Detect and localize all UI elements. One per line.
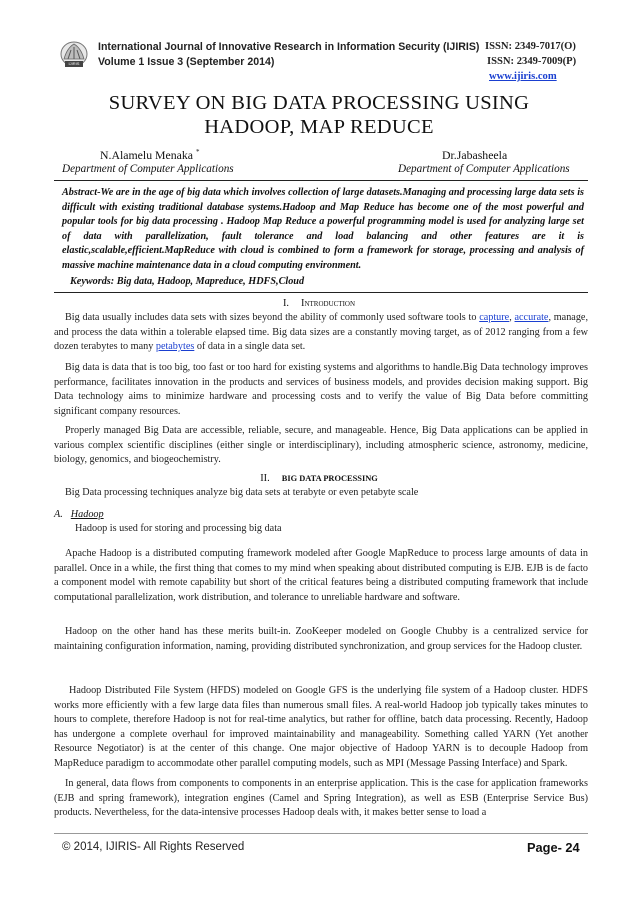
section2-p1-text: Big Data processing techniques analyze big data sets at terabyte or even petabyte scale — [65, 487, 419, 498]
section2-paragraph2 — [54, 547, 588, 605]
journal-volume: Volume 1 Issue 3 (September 2014) — [98, 56, 275, 68]
paper-title-line1: SURVEY ON BIG DATA PROCESSING USING — [108, 92, 530, 114]
section1-p2-text: Big data is data that is too big, too fast or too hard for existing systems and algorithms to handle.Big Data technology improves performance, facilitates innovation in the products and services of business models, and provides decision making support. Big Data technology aims to minimize hardware and processing costs and to verify the value of Big Data before committing significant company resources. — [54, 362, 588, 417]
rule-top — [54, 180, 588, 181]
journal-logo — [58, 39, 90, 73]
abstract: Abstract-We are in the age of big data which involves collection of large datasets.Managing and processing large data sets is difficult with existing traditional database systems.Hadoop and Map Reduce has become one of the most powerful and popular tools for big data processing . Hadoop Map Reduce a powerful programming model is used for analyzing large set of data with parallelization, fault tolerance and load balancing and other features are it is elastic,scalable,efficient.MapReduce with cloud is combined to form a framework for storage, processing and analysis of massive machine maintenance data in a cloud computing environment. — [62, 187, 584, 271]
logo-text: IJIRIS — [68, 61, 80, 66]
section2-p2-text: Apache Hadoop is a distributed computing framework modeled after Google MapReduce to process large amounts of data in parallel. Once in a while, the first thing that comes to my mind when speaking about distributed computing is EJB. EJB is de facto a component model with remote capability but short of the critical features being a distributed computing framework that include computational parallelization, work distribution, and tolerance to unreliable hardware and software. — [54, 548, 588, 603]
section2-title: BIG DATA PROCESSING — [281, 474, 378, 483]
section2-paragraph3 — [54, 625, 588, 654]
section1-heading — [0, 298, 638, 309]
section1-numeral: I. — [282, 298, 290, 309]
subsection-hadoop-heading — [54, 509, 104, 520]
subsection-label: A. — [54, 509, 63, 520]
section1-p1-text-d: of data in a single data set. — [194, 341, 306, 353]
journal-name: International Journal of Innovative Research in Information Security (IJIRIS) — [98, 41, 480, 53]
author1-mark: * — [196, 148, 200, 157]
subsection-title: Hadoop — [70, 509, 104, 520]
author2-name: Dr.Jabasheela — [442, 148, 508, 162]
section2-paragraph4 — [54, 684, 588, 772]
section1-paragraph3 — [54, 424, 588, 468]
section2-paragraph5 — [54, 777, 588, 821]
section1-p1-text-a: Big data usually includes data sets with sizes beyond the ability of commonly used software tools to — [65, 312, 480, 323]
section2-numeral: II. — [260, 473, 270, 484]
section1-p3-text: Properly managed Big Data are accessible, reliable, secure, and manageable. Hence, Big Data applications can be applied in various complex scientific disciplines (either single or interdisciplinary), including atmospheric science, astronomy, medicine, biology, genomics, and biogeochemistry. — [54, 425, 588, 466]
journal-url[interactable]: www.ijiris.com — [489, 71, 557, 82]
section1-paragraph2 — [54, 361, 588, 419]
section1-p1-text-b: , — [509, 312, 515, 323]
keywords: Keywords: Big data, Hadoop, Mapreduce, HDFS,Cloud — [70, 276, 305, 287]
subsection-hadoop-intro: Hadoop is used for storing and processing big data — [75, 523, 282, 534]
author1-block — [100, 148, 200, 163]
link-accurate[interactable]: accurate — [514, 312, 549, 323]
section2-paragraph1 — [54, 486, 588, 501]
author2-dept: Department of Computer Applications — [398, 163, 570, 175]
footer-rule — [54, 833, 588, 834]
section2-p3-text: Hadoop on the other hand has these merits built-in. ZooKeeper modeled on Google Chubby is a centralized service for maintaining configuration information, naming, providing distributed synchronization, and group services for the Hadoop cluster. — [54, 626, 588, 652]
rule-bottom — [54, 292, 588, 293]
paper-title-line2: HADOOP, MAP REDUCE — [204, 116, 434, 138]
link-capture[interactable]: capture — [479, 312, 510, 323]
issn-print: ISSN: 2349-7009(P) — [487, 56, 577, 67]
section1-paragraph1 — [54, 311, 588, 355]
issn-online: ISSN: 2349-7017(O) — [485, 41, 576, 52]
author1-dept: Department of Computer Applications — [62, 163, 234, 175]
section1-p1-text-c: , manage, and process the data within a tolerable elapsed time. Big data sizes are a constantly moving target, as of 2012 ranging from a few dozen terabytes to many — [54, 312, 588, 353]
author1-name: N.Alamelu Menaka — [100, 148, 194, 162]
page-number: Page- 24 — [527, 840, 580, 855]
section2-p4-text: Hadoop Distributed File System (HFDS) modeled on Google GFS is the underlying file system of a Hadoop cluster. HDFS works more efficiently with a few large data files than numerous small files. A real-world Hadoop job typically takes minutes to hours to complete, therefore Hadoop is not for real-time analytics, but rather for offline, batch data processing. Recently, Hadoop has undergone a complete overhaul for improved maintainability and manageability. Something called YARN (Yet another Resource Negotiator) is at the center of this change. One major objective of Hadoop YARN is to decouple Hadoop from MapReduce paradigm to accommodate other parallel computing models, such as MPI (Message Passing Interface) and Spark. — [54, 685, 588, 769]
footer-copyright: © 2014, IJIRIS- All Rights Reserved — [62, 841, 245, 853]
link-petabytes[interactable]: petabytes — [155, 341, 195, 353]
section1-title: Introduction — [301, 298, 356, 309]
section2-p5-text: In general, data flows from components to components in an enterprise application. This is the case for application frameworks (EJB and spring framework), integration engines (Camel and Spring Integration), as well as ESB (Enterprise Service Bus) products. Nevertheless, for the data-intensive processes Hadoop deals with, it makes better sense to load a — [54, 778, 588, 819]
section2-heading — [0, 473, 638, 484]
